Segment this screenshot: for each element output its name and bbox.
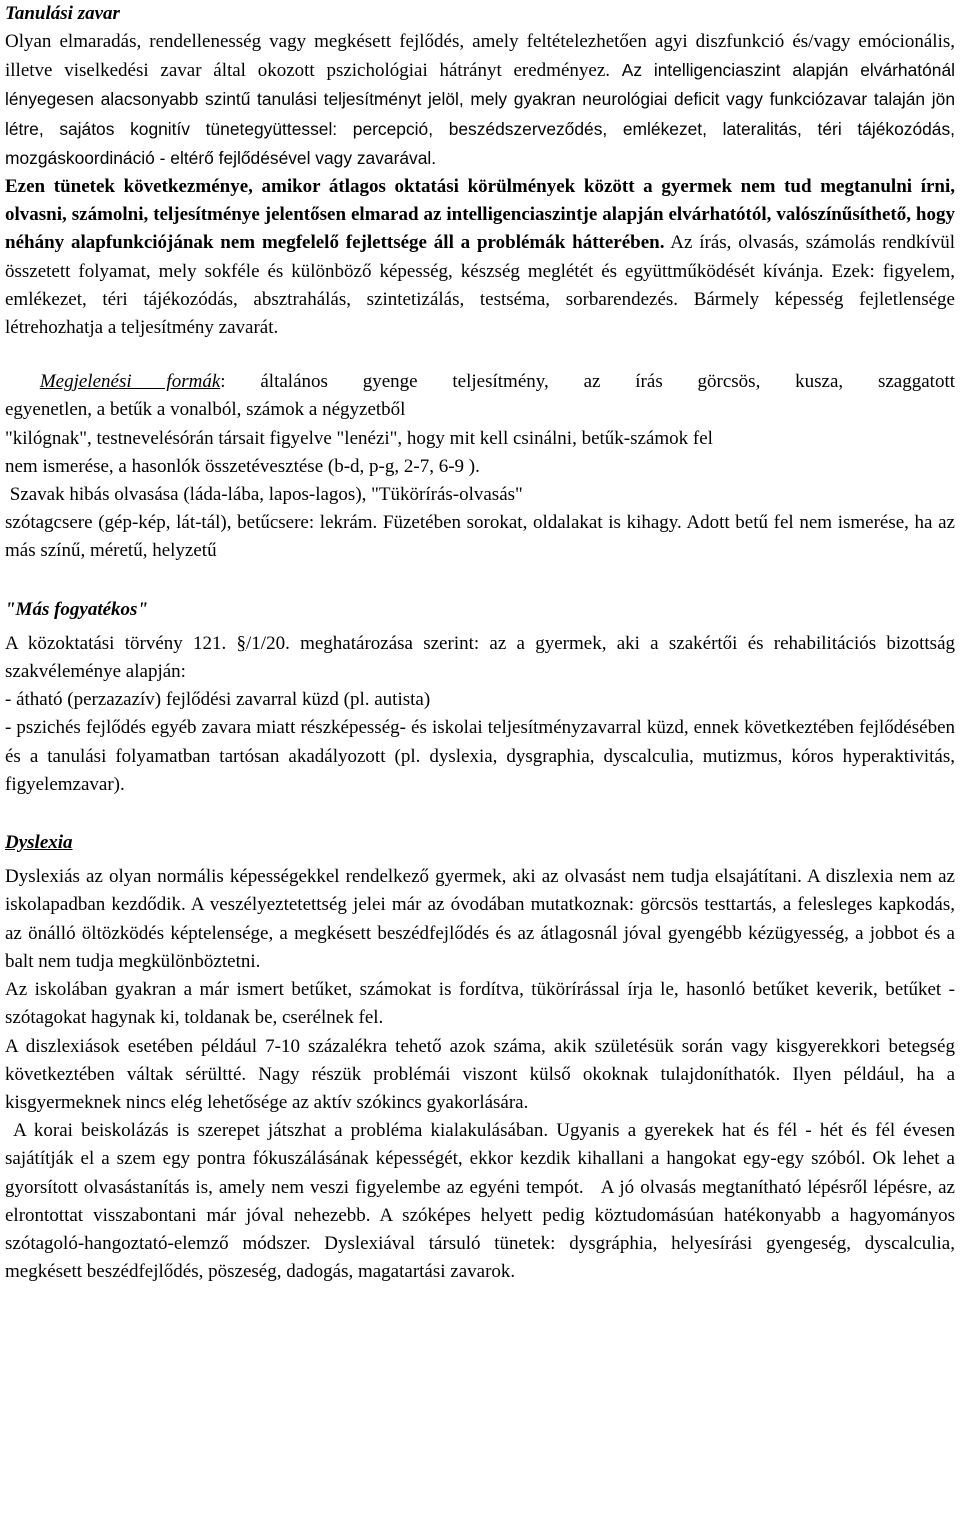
definition-sans-text: Az intelligenciaszint alapján elvárhatónál lényegesen alacsonyabb szintű tanulási teljesítményt jelöl, mely gyakran neurológiai deficit vagy funkciózavar talaján jön létre, sajátos kognitív tünetegyüttessel: percepció, beszédszerveződés, emlékezet, lateralitás, téri tájékozódás, mozgáskoordináció - eltérő fejlődésével vagy zavarával. (5, 60, 955, 168)
consequence-bold-text: Ezen tünetek következménye, amikor átlagos oktatási körülmények között a gyermek nem tud megtanulni írni, olvasni, számolni, teljesítménye jelentősen elmarad az intelligenciaszintje alapján elvárhatótól, valószínűsíthető, hogy néhány alapfunkciójának nem megfelelő fejlettsége áll a problémák hátterében. (5, 176, 955, 254)
list-item-autista: - átható (perzazazív) fejlődési zavarral küzd (pl. autista) (5, 689, 431, 711)
spacer (5, 566, 955, 592)
section-sign: § (236, 632, 247, 654)
paragraph-dyslexia-2: Az iskolában gyakran a már ismert betűket, számokat is fordítva, tükörírással írja le, hasonló betűket keverik, betűket - szótagokat hagynak ki, toldanak be, cserélnek fel. (5, 979, 955, 1029)
paragraph-dyslexia-4: A korai beiskolázás is szerepet játszhat a probléma kialakulásában. Ugyanis a gyerekek hat és fél - hét és fél évesen sajátítják el a szem egy pontra fókuszálásának képességét, ekkor kezdik kihallani a hangokat egy-egy szóból. Ok lehet a gyorsított olvasástanítás is, amely nem veszi figyelembe az egyéni tempót. A jó olvasás megtanítható lépésről lépésre, az elrontottat visszabontani már jóval nehezebb. A szóképes helyett pedig köztudomásúan hatékonyabb a hagyományos szótagoló-hangoztató-elemző módszer. Dyslexiával társuló tünetek: dysgráphia, helyesírási gyengeség, dyscalculia, megkésett beszédfejlődés, pöszeség, dadogás, magatartási zavarok. (5, 1120, 960, 1283)
spacer (5, 342, 955, 368)
megjelenesi-colon-text: : általános gyenge teljesítmény, az írás görcsös, kusza, szaggatott (220, 371, 955, 393)
list-item-pszichés: - pszichés fejlődés egyéb zavara miatt részképesség- és iskolai teljesítményzavarral küzd, ennek következtében fejlődésében és a tanulási folyamatban tartósan akadályozott (pl. dyslexia, dysgraphia, dyscalculia, mutizmus, kóros hyperaktivitás, figyelemzavar). (5, 717, 955, 795)
paragraph-dyslexia-3: A diszlexiások esetében például 7-10 százalékra tehető azok száma, akik születésük során vagy kisgyerekkori betegség következtében váltak sérültté. Nagy részük problémái viszont külső okoknak tulajdoníthatók. Ilyen például, ha a kisgyermeknek nincs elég lehetősége az aktív szókincs gyakorlására. (5, 1035, 955, 1113)
megjelenesi-line-1 (5, 368, 955, 396)
spacer (5, 799, 955, 825)
paragraph-mas-definition: A közoktatási törvény 121. §/1/20. meghatározása szerint: az a gyermek, aki a szakértői és rehabilitációs bizottság szakvéleménye alapján: (5, 632, 955, 683)
paragraph-tanulasi-consequence (5, 173, 955, 342)
section-title-dyslexia: Dyslexia (5, 832, 73, 854)
megjelenesi-line-6: szótagcsere (gép-kép, lát-tál), betűcsere: lekrám. Füzetében sorokat, oldalakat is kihagy. Adott betű fel nem ismerése, ha az más színű, méretű, helyzetű (5, 512, 955, 562)
megjelenesi-line-2: egyenetlen, a betűk a vonalból, számok a négyzetből (5, 399, 406, 421)
megjelenesi-label: Megjelenési formák (39, 371, 221, 393)
consequence-text: Az írás, olvasás, számolás rendkívül összetett folyamat, mely sokféle és különböző képesség, készség meglétét és együttműködését kívánja. Ezek: figyelem, emlékezet, téri tájékozódás, absztrahálás, szintetizálás, testséma, sorbarendezés. Bármely képesség fejletlensége létrehozhatja a teljesítmény zavarát. (5, 232, 955, 339)
paragraph-tanulasi-definition (5, 28, 955, 173)
definition-serif-text: Olyan elmaradás, rendellenesség vagy megkésett fejlődés, amely feltételezhetően agyi diszfunkció és/vagy emócionális, illetve viselkedési zavar által okozott pszichológiai hátrányt eredményez. (5, 31, 955, 82)
section-title-mas-fogyatekos: "Más fogyatékos" (5, 598, 149, 620)
megjelenesi-line-3: "kilógnak", testnevelésórán társait figyelve "lenézi", hogy mit kell csinálni, betűk-számok fel (5, 427, 713, 449)
section-title-tanulasi-zavar: Tanulási zavar (5, 3, 120, 24)
paragraph-dyslexia-1: Dyslexiás az olyan normális képességekkel rendelkező gyermek, aki az olvasást nem tudja elsajátítani. A diszlexia nem az iskolapadban kezdődik. A veszélyeztetettség jelei már az óvodában mutatkoznak: görcsös testtartás, a felesleges kapkodás, az önálló öltözködés képtelensége, a megkésett beszédfejlődés és az átlagosnál jóval gyengébb kézügyesség, a jobbot és a balt nem tudja megkülönböztetni. (5, 866, 955, 972)
megjelenesi-line-4: nem ismerése, a hasonlók összetévesztése (b-d, p-g, 2-7, 6-9 ). (5, 455, 480, 477)
megjelenesi-line-5: Szavak hibás olvasása (láda-lába, lapos-lagos), "Tükörírás-olvasás" (5, 484, 523, 506)
